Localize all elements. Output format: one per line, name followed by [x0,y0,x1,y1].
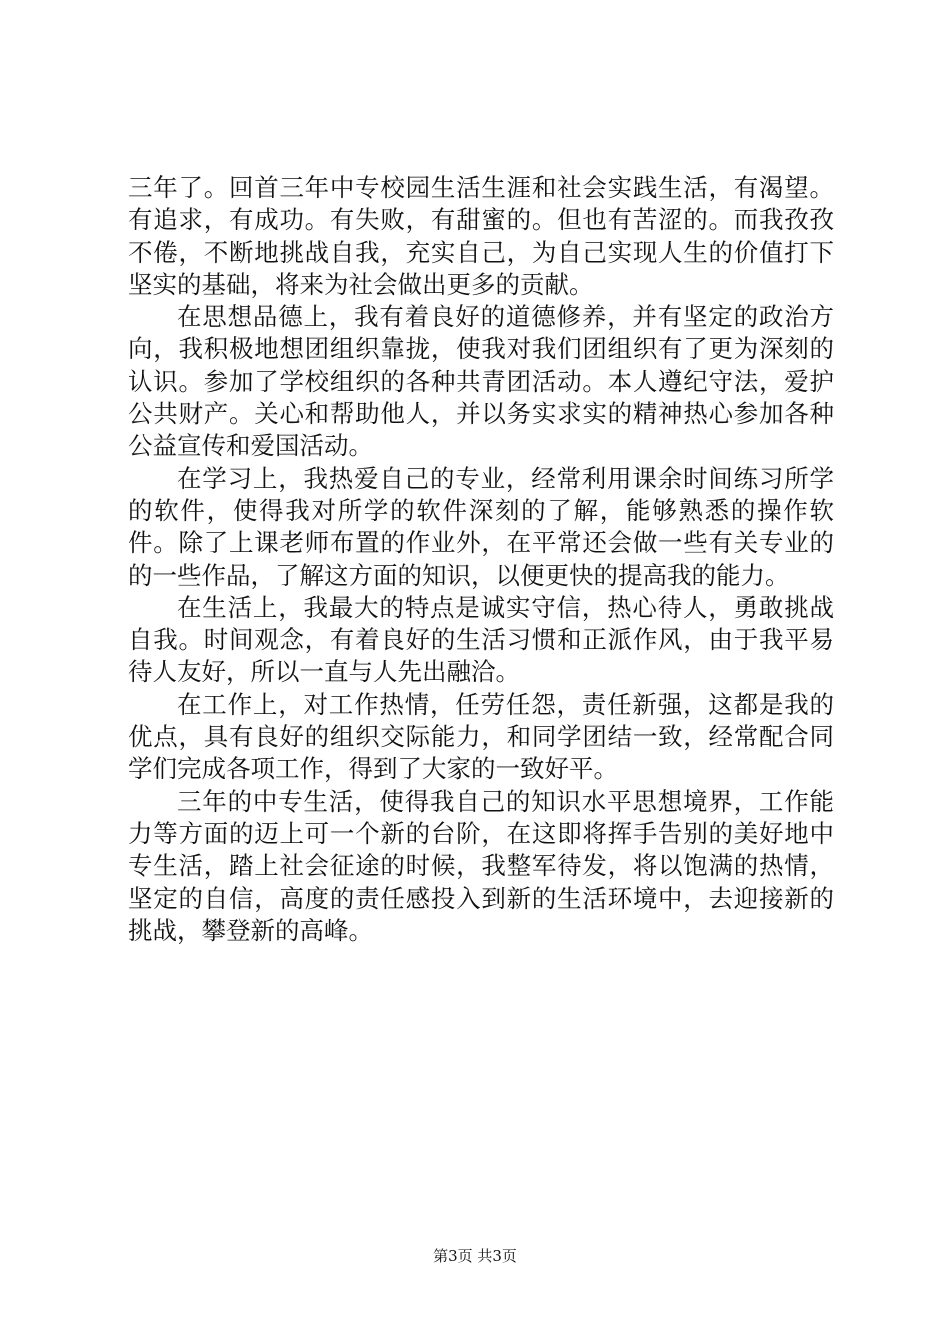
paragraph-ideology: 在思想品德上，我有着良好的道德修养，并有坚定的政治方向，我积极地想团组织靠拢，使我对我们团组织有了更为深刻的认识。参加了学校组织的各种共青团活动。本人遵纪守法，爱护公共财产。关心和帮助他人，并以务实求实的精神热心参加各种公益宣传和爱国活动。 [128,302,834,461]
document-body [128,172,834,947]
paragraph-life: 在生活上，我最大的特点是诚实守信，热心待人，勇敢挑战自我。时间观念，有着良好的生活习惯和正派作风，由于我平易待人友好，所以一直与人先出融洽。 [128,592,834,687]
page-footer: 第3页 共3页 [433,1247,517,1265]
paragraph-conclusion: 三年的中专生活，使得我自己的知识水平思想境界，工作能力等方面的迈上可一个新的台阶，在这即将挥手告别的美好地中专生活，踏上社会征途的时候，我整军待发，将以饱满的热情，坚定的自信，高度的责任感投入到新的生活环境中，去迎接新的挑战，攀登新的高峰。 [128,786,834,945]
paragraph-study: 在学习上，我热爱自己的专业，经常利用课余时间练习所学的软件，使得我对所学的软件深刻的了解，能够熟悉的操作软件。除了上课老师布置的作业外，在平常还会做一些有关专业的的一些作品，了解这方面的知识，以便更快的提高我的能力。 [128,463,834,590]
paragraph-work: 在工作上，对工作热情，任劳任怨，责任新强，这都是我的优点，具有良好的组织交际能力，和同学团结一致，经常配合同学们完成各项工作，得到了大家的一致好平。 [128,689,834,784]
paragraph-intro: 三年了。回首三年中专校园生活生涯和社会实践生活，有渴望。有追求，有成功。有失败，有甜蜜的。但也有苦涩的。而我孜孜不倦，不断地挑战自我，充实自己，为自己实现人生的价值打下坚实的基础，将来为社会做出更多的贡献。 [128,173,834,299]
